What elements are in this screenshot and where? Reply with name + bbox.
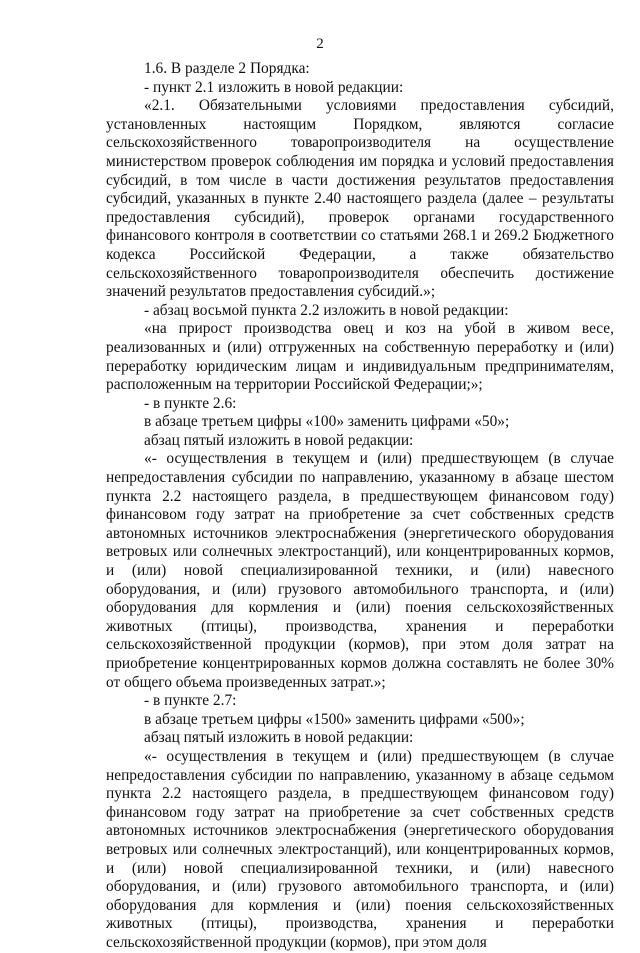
section-heading: 1.6. В разделе 2 Порядка: [144, 60, 310, 77]
document-body [106, 60, 614, 953]
quoted-paragraph: «- осуществления в текущем и (или) предшествующем (в случае непредоставления субсидии по направлению, указанному в абзаце седьмом пункта 2.2 настоящего раздела, в предшествующем финансовом году) финансовом году затрат на приобретение за счет собственных средств автономных источников электроснабжения (энергетического оборудования ветровых или солнечных электростанций), или концентрированных кормов, и (или) новой специализированной техники, и (или) навесного оборудования, и (или) грузового автомобильного транспорта, и (или) оборудования для кормления и (или) поения сельскохозяйственных животных (птицы), производства, хранения и переработки сельскохозяйственной продукции (кормов), при этом доля [106, 747, 614, 951]
amendment-instruction: в абзаце третьем цифры «1500» заменить цифрами «500»; [144, 710, 525, 728]
quoted-paragraph: «2.1. Обязательными условиями предоставления субсидий, установленных настоящим Порядком, являются согласие сельскохозяйственного товаропроизводителя на осуществление министерством проверок соблюдения им порядка и условий предоставления субсидий, в том числе в части достижения результатов предоставления субсидий, указанных в пункте 2.40 настоящего раздела (далее – результаты предоставления субсидий), проверок органами государственного финансового контроля в соответствии со статьями 268.1 и 269.2 Бюджетного кодекса Российской Федерации, а также обязательство сельскохозяйственного товаропроизводителя обеспечить достижение значений результатов предоставления субсидий.»; [106, 97, 614, 301]
page-number: 2 [316, 36, 324, 52]
amendment-instruction: в абзаце третьем цифры «100» заменить цифрами «50»; [144, 413, 510, 431]
amendment-instruction: абзац пятый изложить в новой редакции: [144, 431, 414, 449]
quoted-paragraph: «на прирост производства овец и коз на убой в живом весе, реализованных и (или) отгруженных на собственную переработку и (или) переработку юридическим лицам и индивидуальным предпринимателям, расположенным на территории Российской Федерации;»; [106, 320, 614, 394]
amendment-instruction: - абзац восьмой пункта 2.2 изложить в новой редакции: [144, 301, 509, 319]
amendment-instruction: - в пункте 2.6: [144, 394, 237, 412]
amendment-instruction: абзац пятый изложить в новой редакции: [144, 729, 414, 747]
amendment-instruction: - пункт 2.1 изложить в новой редакции: [144, 78, 404, 96]
amendment-instruction: - в пункте 2.7: [144, 692, 237, 710]
quoted-paragraph: «- осуществления в текущем и (или) предшествующем (в случае непредоставления субсидии по направлению, указанному в абзаце шестом пункта 2.2 настоящего раздела, в предшествующем финансовом году) финансовом году затрат на приобретение за счет собственных средств автономных источников электроснабжения (энергетического оборудования ветровых или солнечных электростанций), или концентрированных кормов, и (или) новой специализированной техники, и (или) навесного оборудования, и (или) грузового автомобильного транспорта, и (или) оборудования для кормления и (или) поения сельскохозяйственных животных (птицы), производства, хранения и переработки сельскохозяйственной продукции (кормов), при этом доля затрат на приобретение концентрированных кормов должна составлять не более 30% от общего объема произведенных затрат.»; [106, 450, 614, 691]
